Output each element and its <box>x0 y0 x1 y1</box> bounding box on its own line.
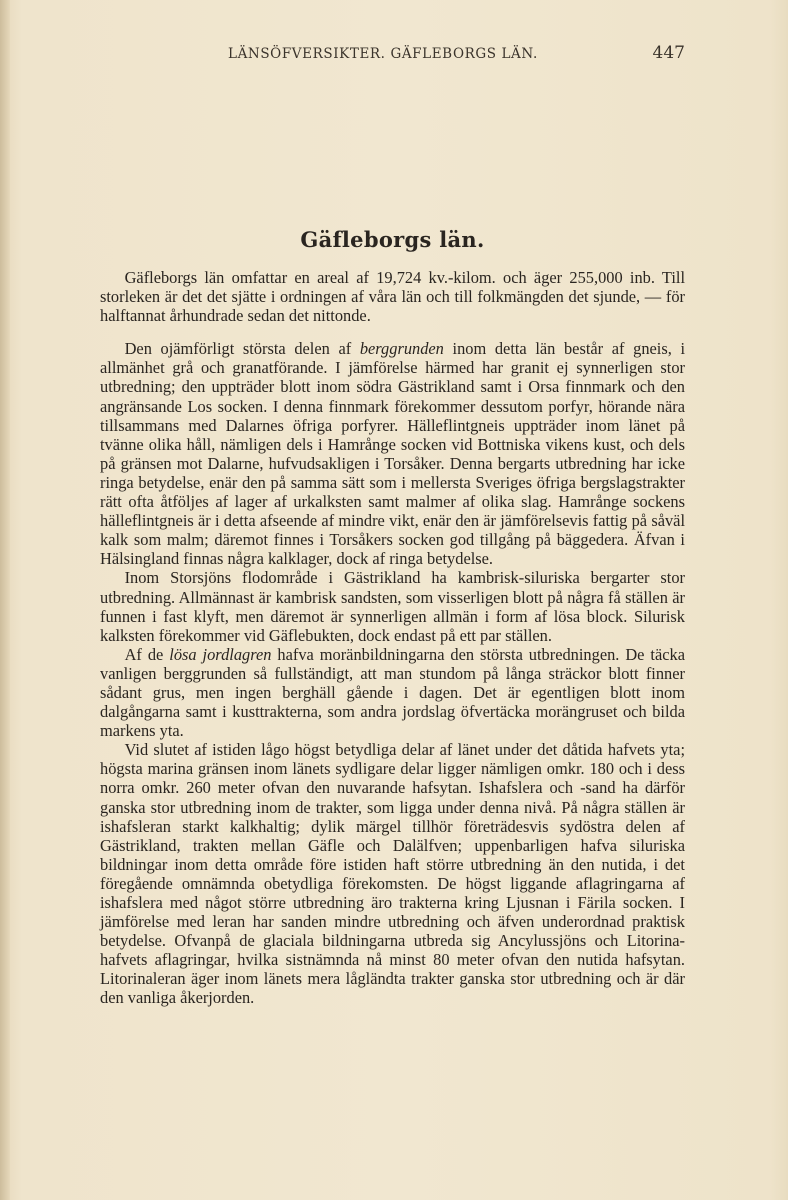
page-header <box>100 44 685 68</box>
section-title: Gäfleborgs län. <box>300 227 485 252</box>
body-text <box>100 268 685 1008</box>
paragraph-1: Gäfleborgs län omfattar en areal af 19,724 kv.-kilom. och äger 255,000 inb. Till storleken är det det sjätte i ordningen af våra län och till folkmängden det sjunde, — för halftannat århundrade sedan det nittonde. <box>100 268 685 326</box>
emphasis-berggrunden: berggrunden <box>359 339 444 359</box>
page-number: 447 <box>652 43 685 63</box>
paragraph-2: Den ojämförligt största delen af berggrunden inom detta län består af gneis, i allmänhet grå och granatförande. I jämförelse härmed har granit ej synnerligen stor utbredning; den uppträder blott inom södra Gästrikland samt i Orsa finnmark och den angränsande Los socken. I denna finnmark förekommer dessutom porfyr, hörande nära tillsammans med Dalarnes öfriga porfyrer. Hälleflintgneis uppträder inom länet på tvänne olika håll, nämligen dels i Hamrånge socken vid Bottniska vikens kust, och dels på gränsen mot Dalarne, hufvudsakligen i Torsåker. Denna bergarts utbredning har icke ringa betydelse, enär den på samma sätt som i mellersta Sveriges öfriga bergslagstrakter rätt ofta åtföljes af lager af urkalksten samt malmer af olika slag. Hamrånge sockens hälleflintgneis är i detta afseende af mindre vikt, enär den är jämförelsevis fattig på såväl kalk som malm; däremot finnes i Torsåkers socken god tillgång på bäggedera. Äfvan i Hälsingland finnas några kalklager, dock af ringa betydelse. <box>100 339 686 569</box>
running-head: LÄNSÖFVERSIKTER. GÄFLEBORGS LÄN. <box>228 46 538 62</box>
paragraph-5: Vid slutet af istiden lågo högst betydliga delar af länet under det dåtida hafvets yta; högsta marina gränsen inom länets sydligare delar ligger nämligen omkr. 180 och i dess norra omkr. 260 meter ofvan den nuvarande hafsytan. Ishafslera och -sand ha därför ganska stor utbredning inom de trakter, som ligga under denna nivå. På några ställen är ishafsleran starkt kalkhaltig; dylik märgel tillhör företrädesvis sydöstra delen af Gästrikland, trakten mellan Gäfle och Dalälfven; uppenbarligen hafva siluriska bildningar inom detta område före istiden haft större utbredning än den nutida, i det föregående omnämnda obetydliga förekomsten. De högst liggande aflagringarna af ishafslera med något större utbredning äro trakterna kring Ljusnan i Färila socken. I jämförelse med leran har sanden mindre utbredning och äfven underordnad praktisk betydelse. Ofvanpå de glaciala bildningarna utbreda sig Ancylussjöns och Litorina-hafvets aflagringar, hvilka sistnämnda nå minst 80 meter ofvan den nutida hafsytan. Litorinaleran äger inom länets mera lågländta trakter ganska stor utbredning och är där den vanliga åkerjorden. <box>100 740 685 1008</box>
page-gutter-shadow <box>0 0 10 1200</box>
emphasis-losa-jordlagren: lösa jordlagren <box>169 644 272 664</box>
paragraph-4: Af de lösa jordlagren hafva moränbildningarna den största utbredningen. De täcka vanligen berggrunden så fullständigt, att man stundom på långa sträckor blott finner sådant grus, men ingen berghäll gående i dagen. Det är egentligen blott inom dalgångarna samt i kusttrakterna, som andra jordslag öfvertäcka morängruset och bilda markens yta. <box>100 644 685 741</box>
paragraph-3: Inom Storsjöns flodområde i Gästrikland ha kambrisk-siluriska bergarter stor utbredning. Allmännast är kambrisk sandsten, som visserligen blott på några få ställen är funnen i fast klyft, men däremot är synnerligen allmän i form af lösa block. Silurisk kalksten förekommer vid Gäflebukten, dock endast på ett par ställen. <box>100 568 685 645</box>
